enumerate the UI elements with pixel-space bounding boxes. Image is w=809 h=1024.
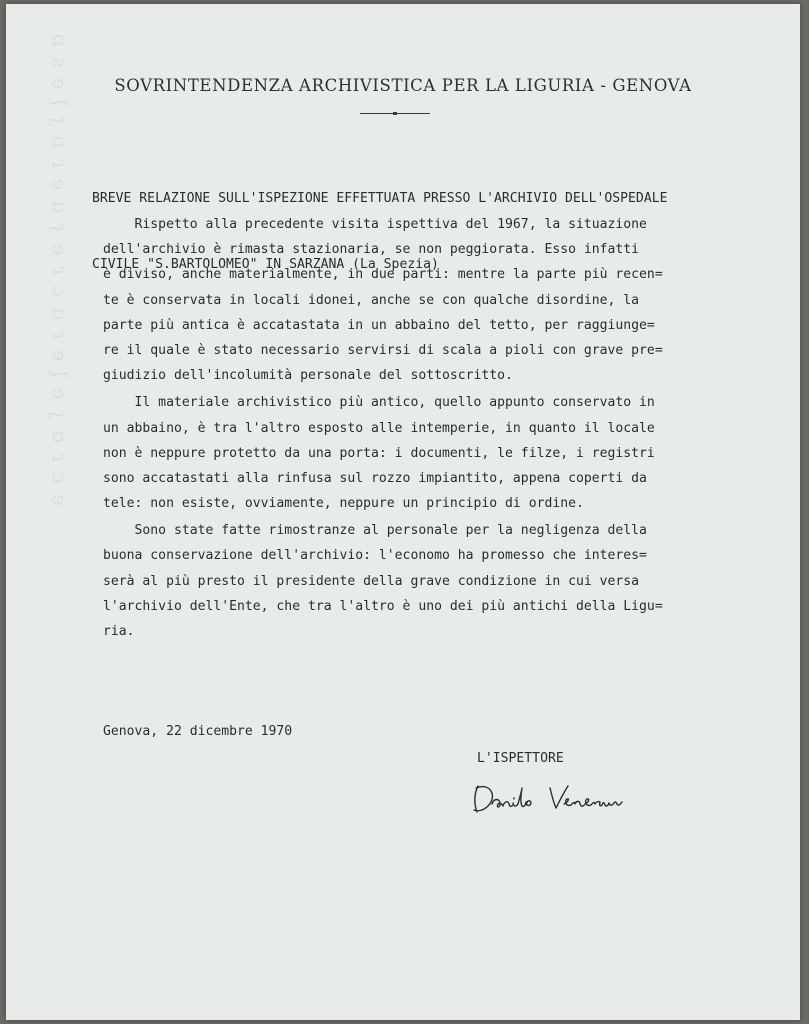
body-line: serà al più presto il presidente della grave condizione in cui versa xyxy=(103,573,640,589)
paragraph-2 xyxy=(103,390,793,516)
signatory-title: L'ISPETTORE xyxy=(477,751,564,766)
report-title-line: BREVE RELAZIONE SULL'ISPEZIONE EFFETTUATA PRESSO L'ARCHIVIO DELL'OSPEDALE xyxy=(92,191,668,206)
body-line: Rispetto alla precedente visita ispettiva del 1967, la situazione xyxy=(103,217,647,232)
body-line: te è conservata in locali idonei, anche se con qualche disordine, la xyxy=(103,292,640,308)
paragraph-1 xyxy=(103,212,793,388)
body-line: l'archivio dell'Ente, che tra l'altro è uno dei più antichi della Ligu= xyxy=(103,598,663,614)
body-line: non è neppure protetto da una porta: i documenti, le filze, i registri xyxy=(103,445,655,461)
body-line: è diviso, anche materialmente, in due parti: mentre la parte più recen= xyxy=(103,267,663,283)
report-body xyxy=(103,212,793,644)
body-line: un abbaino, è tra l'altro esposto alle intemperie, in quanto il locale xyxy=(103,420,655,436)
body-line: sono accatastati alla rinfusa sul rozzo impiantito, appena coperti da xyxy=(103,470,647,486)
signature-lettering: Danilo Veneruso xyxy=(468,774,475,775)
body-line: ria. xyxy=(103,624,135,639)
body-line: giudizio dell'incolumità personale del sottoscritto. xyxy=(103,368,513,384)
letterhead: SOVRINTENDENZA ARCHIVISTICA PER LA LIGURIA - GENOVA xyxy=(114,76,692,95)
document-page xyxy=(6,4,800,1020)
body-line: buona conservazione dell'archivio: l'economo ha promesso che interes= xyxy=(103,548,647,564)
report-title-line: CIVILE "S.BARTOLOMEO" IN SARZANA (La Spezia) xyxy=(92,257,439,272)
body-line: Sono state fatte rimostranze al personale per la negligenza della xyxy=(103,523,647,539)
bleed-through-marks: ɑ ƨ ɘ ʃ ʅ ɑ ɿ ɘ ɒ ʅ ɘ ɿ ɔ ɒ ɿ ɘ ʃ ɘ ʅ ɒ ɿ ɔ ɘ xyxy=(48,34,72,508)
body-line: re il quale è stato necessario servirsi di scala a pioli con grave pre= xyxy=(103,342,663,358)
body-line: Il materiale archivistico più antico, quello appunto conservato in xyxy=(103,395,655,411)
body-line: dell'archivio è rimasta stazionaria, se non peggiorata. Esso infatti xyxy=(103,242,640,258)
handwritten-signature xyxy=(468,774,638,820)
paragraph-3 xyxy=(103,518,793,644)
body-line: parte più antica è accatastata in un abbaino del tetto, per raggiunge= xyxy=(103,317,655,333)
body-line: tele: non esiste, ovviamente, neppure un principio di ordine. xyxy=(103,496,584,512)
letterhead-rule xyxy=(360,113,430,114)
date-line: Genova, 22 dicembre 1970 xyxy=(103,724,293,739)
